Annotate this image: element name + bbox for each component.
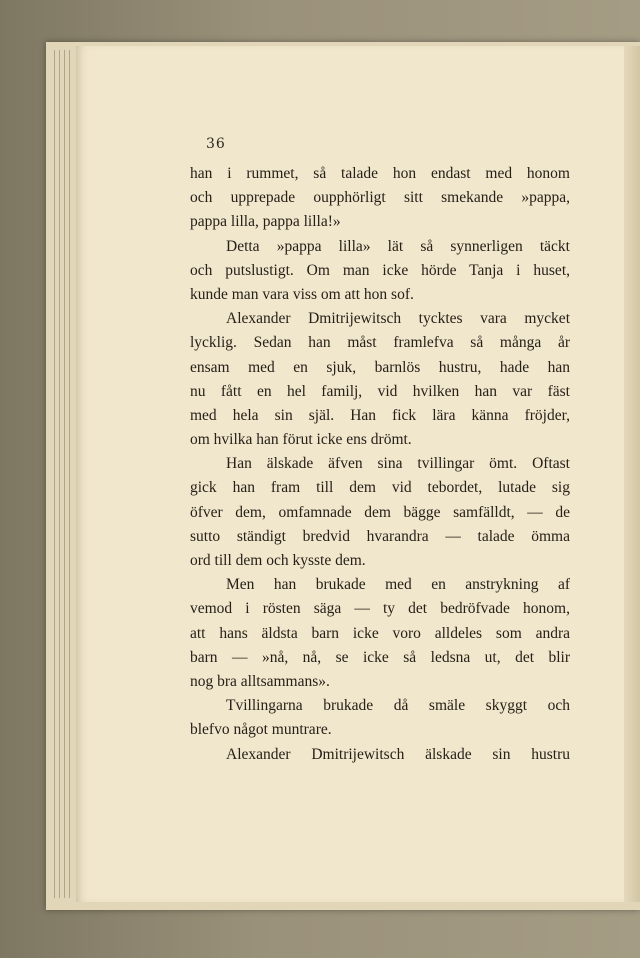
text-line: Detta »pappa lilla» lät så synnerligen täckt <box>226 237 570 255</box>
text-line: barn — »nå, nå, se icke så ledsna ut, det blir <box>190 648 570 666</box>
text-line: Alexander Dmitrijewitsch älskade sin hustru <box>226 745 570 763</box>
text-line: om hvilka han förut icke ens drömt. <box>190 431 412 449</box>
page-stack-line <box>69 50 70 898</box>
text-line: Men han brukade med en anstrykning af <box>226 576 570 594</box>
text-line: blefvo något muntrare. <box>190 721 332 739</box>
text-line: pappa lilla, pappa lilla!» <box>190 213 341 231</box>
text-line: ord till dem och kysste dem. <box>190 552 366 569</box>
text-line: Tvillingarna brukade då smäle skyggt och <box>226 697 570 715</box>
text-line: ensam med en sjuk, barnlös hustru, hade han <box>190 358 570 376</box>
text-line: med hela sin själ. Han fick lära känna fröjder, <box>190 406 570 424</box>
page-stack-line <box>64 50 65 898</box>
text-line: och putslustigt. Om man icke hörde Tanja i huset, <box>190 261 570 279</box>
text-line: han i rummet, så talade hon endast med honom <box>190 165 570 182</box>
text-line: nu fått en hel familj, vid hvilken han var fäst <box>190 382 570 400</box>
text-line: nog bra alltsammans». <box>190 672 330 690</box>
text-line: Han älskade äfven sina tvillingar ömt. Oftast <box>226 455 570 473</box>
page-stack-line <box>59 50 60 898</box>
body-text <box>190 162 570 767</box>
page-number: 36 <box>206 136 226 152</box>
text-line: gick han fram till dem vid tebordet, lutade sig <box>190 479 570 497</box>
text-line: öfver dem, omfamnade dem bägge samfälldt, — de <box>190 503 570 521</box>
text-line: kunde man vara viss om att hon sof. <box>190 285 414 303</box>
text-line: sutto ständigt bredvid hvarandra — talade ömma <box>190 527 570 545</box>
text-line: lycklig. Sedan han måst framlefva så många år <box>190 334 570 352</box>
text-line: och upprepade oupphörligt sitt smekande »pappa, <box>190 189 570 207</box>
text-line: vemod i rösten säga — ty det bedröfvade honom, <box>190 600 570 618</box>
page-right-edge <box>624 46 640 902</box>
text-line: Alexander Dmitrijewitsch tycktes vara mycket <box>226 310 570 328</box>
text-line: att hans äldsta barn icke voro alldeles som andra <box>190 624 570 642</box>
page-stack-line <box>54 50 55 898</box>
